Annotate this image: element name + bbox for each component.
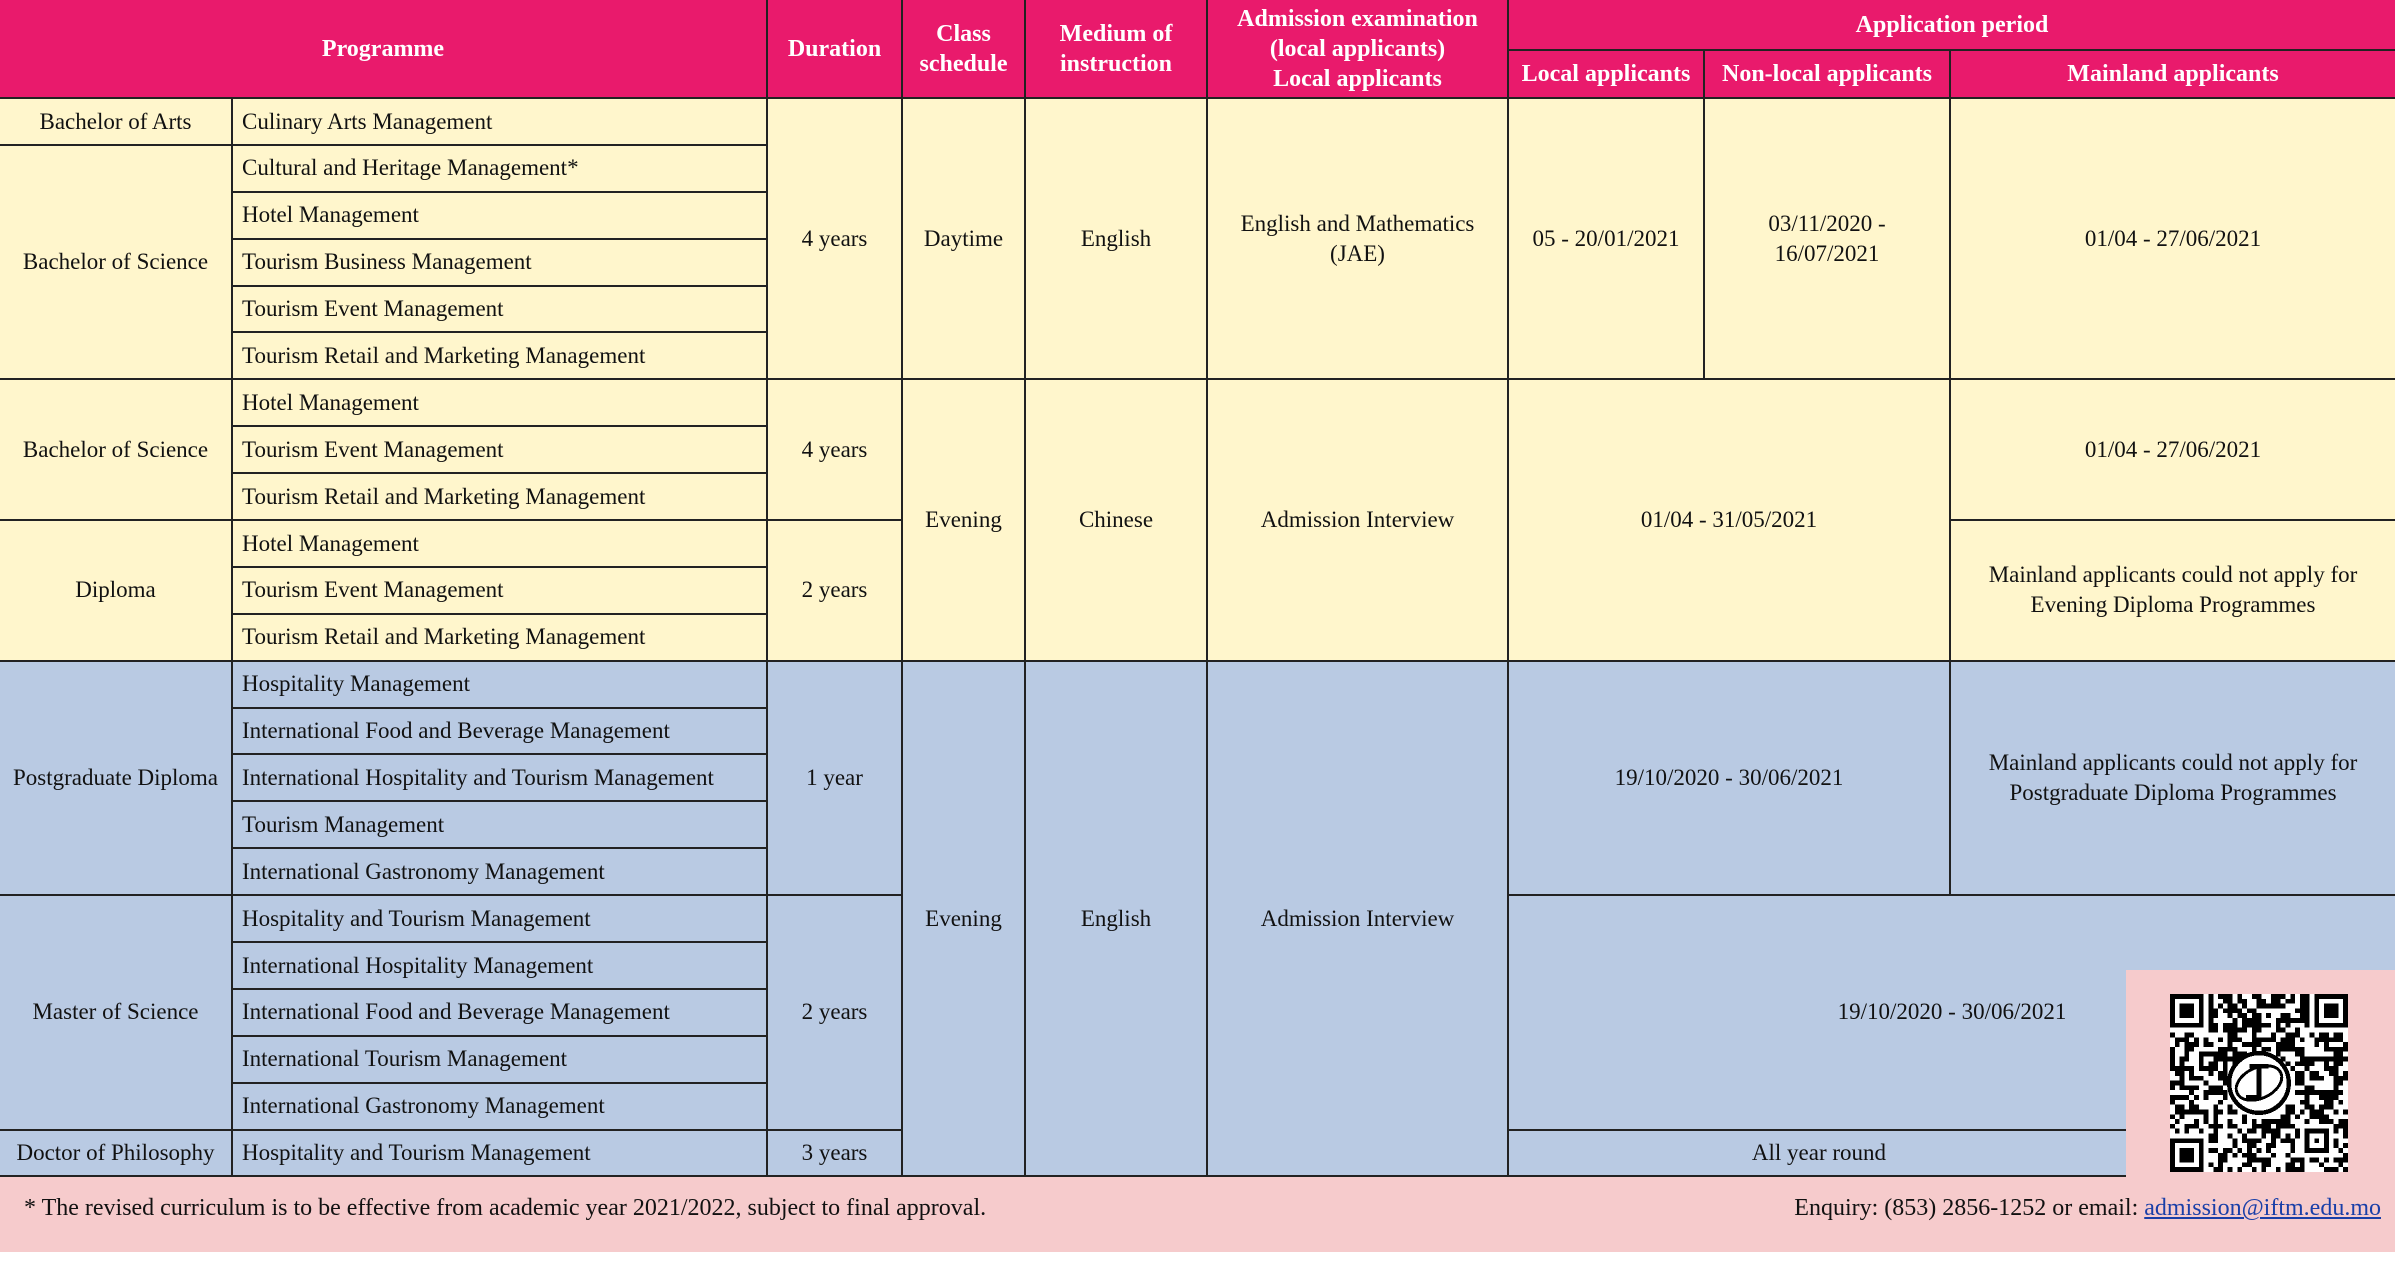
qr-panel (2126, 970, 2395, 1182)
period-daytime-nonlocal: 03/11/2020 - 16/07/2021 (1705, 99, 1951, 380)
period-master-all: 19/10/2020 - 30/06/2021 (1509, 896, 2395, 1130)
footnote: * The revised curriculum is to be effective from academic year 2021/2022, subject to final approval. (24, 1195, 987, 1222)
programme-name: International Food and Beverage Management (233, 990, 768, 1037)
programme-name: Hotel Management (233, 380, 768, 427)
header-admission-exam-line-3: Local applicants (1273, 65, 1442, 92)
period-daytime-local: 05 - 20/01/2021 (1509, 99, 1705, 380)
period-daytime-mainland: 01/04 - 27/06/2021 (1951, 99, 2395, 380)
programme-name: Cultural and Heritage Management* (233, 146, 768, 193)
admission-evening-undergraduate: Admission Interview (1208, 380, 1509, 661)
header-admission-exam (1208, 0, 1509, 99)
duration-bachelor-evening: 4 years (768, 380, 903, 521)
period-postgraduate-local-nonlocal: 19/10/2020 - 30/06/2021 (1509, 662, 1951, 896)
programme-name: Hospitality and Tourism Management (233, 896, 768, 943)
header-duration: Duration (768, 0, 903, 99)
admission-daytime: English and Mathematics (JAE) (1208, 99, 1509, 380)
header-admission-exam-line-1: Admission examination (1237, 5, 1478, 32)
programme-name: Tourism Event Management (233, 427, 768, 474)
group-postgraduate-diploma: Postgraduate Diploma (0, 662, 233, 896)
programme-name: International Gastronomy Management (233, 849, 768, 896)
group-doctor-of-philosophy: Doctor of Philosophy (0, 1131, 233, 1178)
duration-bachelor-daytime: 4 years (768, 99, 903, 380)
programme-name: Tourism Event Management (233, 568, 768, 615)
programme-name: Hospitality Management (233, 662, 768, 709)
medium-evening-undergraduate: Chinese (1026, 380, 1208, 661)
programme-name: International Gastronomy Management (233, 1084, 768, 1131)
programme-name: Tourism Retail and Marketing Management (233, 615, 768, 662)
header-programme: Programme (0, 0, 768, 99)
header-mainland-applicants: Mainland applicants (1951, 51, 2395, 99)
programme-name: Tourism Management (233, 802, 768, 849)
period-diploma-mainland: Mainland applicants could not apply for Evening Diploma Programmes (1951, 521, 2395, 662)
period-evening-local-nonlocal: 01/04 - 31/05/2021 (1509, 380, 1951, 661)
medium-evening-postgraduate: English (1026, 662, 1208, 1178)
header-local-applicants: Local applicants (1509, 51, 1705, 99)
schedule-evening-postgraduate: Evening (903, 662, 1026, 1178)
admission-evening-postgraduate: Admission Interview (1208, 662, 1509, 1178)
header-medium: Medium of instruction (1026, 0, 1208, 99)
period-postgraduate-mainland: Mainland applicants could not apply for Postgraduate Diploma Programmes (1951, 662, 2395, 896)
enquiry-prefix: Enquiry: (853) 2856-1252 or email: (1794, 1195, 2145, 1222)
email-link[interactable]: admission@iftm.edu.mo (2144, 1195, 2381, 1222)
schedule-evening-undergraduate: Evening (903, 380, 1026, 661)
programme-name: Hospitality and Tourism Management (233, 1131, 768, 1178)
programme-name: International Hospitality and Tourism Management (233, 755, 768, 802)
programme-name: International Tourism Management (233, 1037, 768, 1084)
duration-postgraduate-diploma: 1 year (768, 662, 903, 896)
period-doctorate-all: All year round (1509, 1131, 2129, 1178)
header-class-schedule: Class schedule (903, 0, 1026, 99)
enquiry (1794, 1193, 2381, 1224)
programme-name: Tourism Retail and Marketing Management (233, 333, 768, 380)
programme-name: Hotel Management (233, 193, 768, 240)
group-master-of-science: Master of Science (0, 896, 233, 1130)
medium-daytime: English (1026, 99, 1208, 380)
programme-name: Tourism Event Management (233, 287, 768, 334)
header-nonlocal-applicants: Non-local applicants (1705, 51, 1951, 99)
schedule-daytime: Daytime (903, 99, 1026, 380)
header-application-period: Application period (1509, 0, 2395, 51)
header-admission-exam-line-2: (local applicants) (1269, 35, 1446, 62)
duration-master: 2 years (768, 896, 903, 1130)
programme-name: Tourism Business Management (233, 240, 768, 287)
duration-doctorate: 3 years (768, 1131, 903, 1178)
duration-diploma: 2 years (768, 521, 903, 662)
group-bachelor-of-science-daytime: Bachelor of Science (0, 146, 233, 380)
programme-name: Hotel Management (233, 521, 768, 568)
programme-name: Tourism Retail and Marketing Management (233, 474, 768, 521)
programme-name: International Food and Beverage Management (233, 709, 768, 756)
programme-name: International Hospitality Management (233, 943, 768, 990)
group-bachelor-of-science-evening: Bachelor of Science (0, 380, 233, 521)
qr-code-icon[interactable] (2170, 994, 2348, 1172)
period-evening-bachelor-mainland: 01/04 - 27/06/2021 (1951, 380, 2395, 521)
group-bachelor-of-arts: Bachelor of Arts (0, 99, 233, 146)
footer (0, 1177, 2395, 1252)
group-diploma: Diploma (0, 521, 233, 662)
programme-name: Culinary Arts Management (233, 99, 768, 146)
